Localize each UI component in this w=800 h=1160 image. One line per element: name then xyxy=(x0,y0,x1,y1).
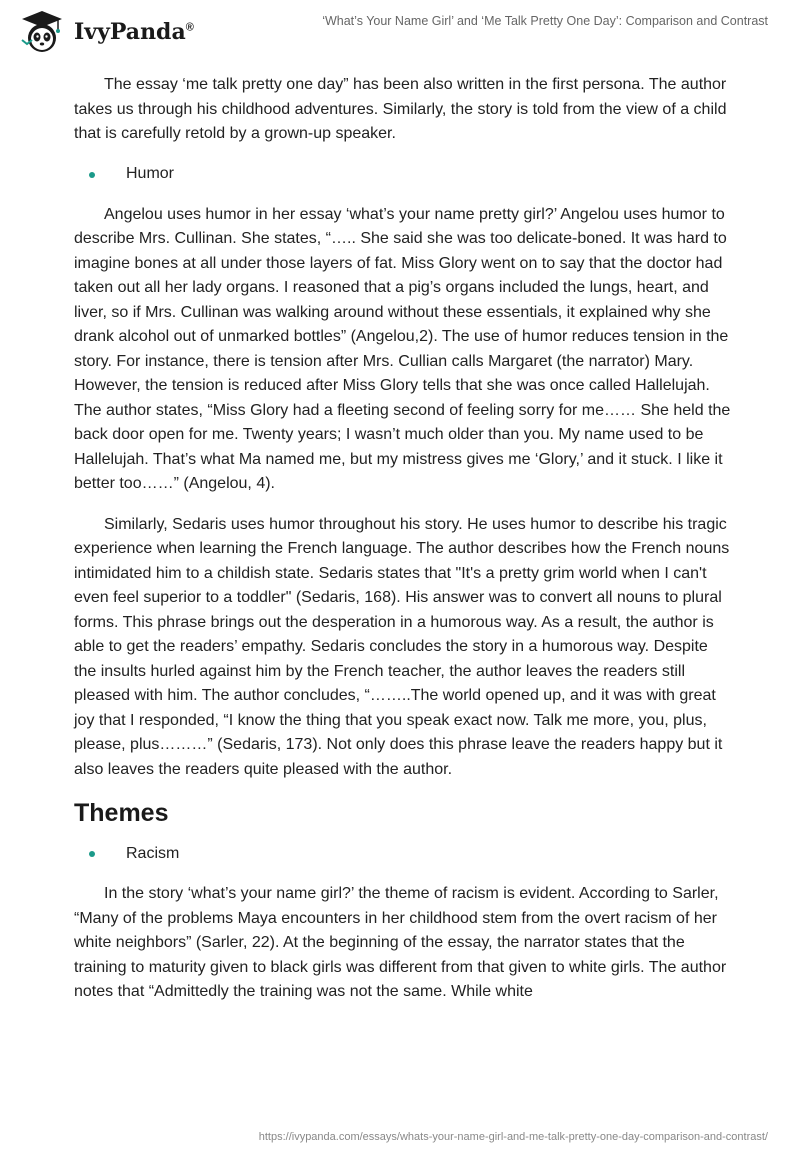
bullet-humor-label: Humor xyxy=(126,165,175,183)
brand-name: IvyPanda® xyxy=(74,19,194,45)
bullet-dot-icon xyxy=(89,851,95,857)
bullet-humor xyxy=(74,163,734,187)
footer-source-url[interactable]: https://ivypanda.com/essays/whats-your-name-girl-and-me-talk-pretty-one-day-comparison-and-contrast/ xyxy=(258,1131,768,1143)
page-header xyxy=(0,0,800,60)
bullet-dot-icon xyxy=(89,172,95,178)
paragraph-racism: In the story ‘what’s your name girl?’ the theme of racism is evident. According to Sarler, “Many of the problems Maya encounters in her childhood stem from the overt racism of her white neighbors” (Sarler, 22). At the beginning of the essay, the narrator states that the training to maturity given to black girls was different from that given to white girls. The author notes that “Admittedly the training was not the same. While white xyxy=(74,885,727,1000)
bullet-racism xyxy=(74,842,734,866)
ivypanda-logo[interactable] xyxy=(18,8,194,56)
bullet-racism-label: Racism xyxy=(126,844,180,862)
panda-graduate-icon xyxy=(18,8,66,56)
heading-themes: Themes xyxy=(74,799,169,827)
document-title: ‘What’s Your Name Girl’ and ‘Me Talk Pretty One Day’: Comparison and Contrast xyxy=(322,14,768,28)
paragraph-first-persona: The essay ‘me talk pretty one day” has been also written in the first persona. The author takes us through his childhood adventures. Similarly, the story is told from the view of a child that is carefully retold by a grown-up speaker. xyxy=(74,76,727,142)
paragraph-angelou-humor: Angelou uses humor in her essay ‘what’s your name pretty girl?’ Angelou uses humor to describe Mrs. Cullinan. She states, “….. She said she was too delicate-boned. It was hard to imagine bones at all under those layers of fat. Miss Glory went on to say that the doctor had taken out all her lady organs. I reasoned that a pig’s organs included the lungs, heart, and liver, so if Mrs. Cullinan was walking around without these essentials, it explained why she drank alcohol out of unmarked bottles” (Angelou,2). The use of humor reduces tension in the story. For instance, there is tension after Mrs. Cullian calls Margaret (the narrator) Mary. However, the tension is reduced after Miss Glory tells that she was once called Hallelujah. The author states, “Miss Glory had a fleeting second of feeling sorry for me…… She held the back door open for me. Twenty years; I wasn’t much older than you. My name used to be Hallelujah. That’s what Ma named me, but my mistress gives me ‘Glory,’ and it stuck. I like it better too……” (Angelou, 4). xyxy=(74,205,731,492)
paragraph-sedaris-humor: Similarly, Sedaris uses humor throughout his story. He uses humor to describe his tragic experience when learning the French language. The author describes how the French nouns intimidated him to a childish state. Sedaris states that "It's a pretty grim world when I can't even feel superior to a toddler" (Sedaris, 168). His answer was to convert all nouns to plural forms. This phrase brings out the desperation in a humorous way. As a result, the author is able to get the readers’ empathy. Sedaris concludes the story in a humorous way. Despite the insults hurled against him by the French teacher, the author leaves the readers still pleased with him. The author concludes, “……..The world opened up, and it was with great joy that I responded, “I know the thing that you speak exact now. Talk me more, you, plus, please, plus………” (Sedaris, 173). Not only does this phrase leave the readers happy but it also leaves the readers quite pleased with the author. xyxy=(74,515,730,778)
essay-body xyxy=(74,73,734,1021)
